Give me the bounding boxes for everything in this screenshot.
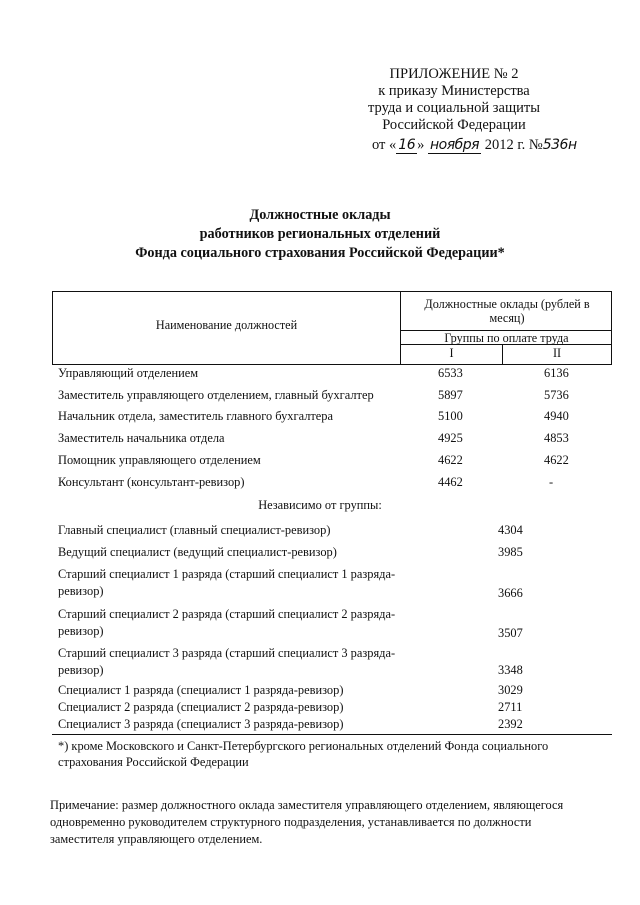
salary-group-1: 5897 xyxy=(438,388,463,402)
position-name: Специалист 1 разряда (специалист 1 разряда-ревизор) xyxy=(58,683,344,697)
footnote-line-1: *) кроме Московского и Санкт-Петербургского региональных отделений Фонда социального xyxy=(58,739,549,753)
table-row xyxy=(58,646,612,686)
note-line-1: Примечание: размер должностного оклада заместителя управляющего отделением, являющегося xyxy=(50,798,564,812)
title-line-3: Фонда социального страхования Российской Федерации* xyxy=(135,245,505,261)
salary-group-2: 4622 xyxy=(544,453,569,467)
table-row xyxy=(58,388,612,408)
position-name: Главный специалист (главный специалист-ревизор) xyxy=(58,523,331,537)
table-header-bottom xyxy=(52,364,612,365)
appendix-title: ПРИЛОЖЕНИЕ № 2 xyxy=(389,66,519,82)
salary-group-2: - xyxy=(549,475,554,489)
table-row xyxy=(58,567,612,607)
independent-of-group-label: Независимо от группы: xyxy=(258,498,382,512)
position-name: Специалист 2 разряда (специалист 2 разряда-ревизор) xyxy=(58,700,344,714)
date-mid: » xyxy=(417,137,425,153)
salary-group-1: 4462 xyxy=(438,475,463,489)
date-prefix: от « xyxy=(372,137,397,153)
table-row xyxy=(58,545,612,565)
salary-group-1: 4622 xyxy=(438,453,463,467)
salary-value: 3029 xyxy=(498,683,523,697)
position-name-line-1: Старший специалист 1 разряда (старший специалист 1 разряда- xyxy=(58,567,396,581)
position-name-line-1: Старший специалист 3 разряда (старший специалист 3 разряда- xyxy=(58,646,396,660)
order-number-handwritten: 536н xyxy=(542,137,577,153)
position-name: Управляющий отделением xyxy=(58,366,199,380)
position-name-line-1: Старший специалист 2 разряда (старший специалист 2 разряда- xyxy=(58,607,396,621)
position-name-line-2: ревизор) xyxy=(58,584,104,598)
salary-value: 2392 xyxy=(498,717,523,731)
position-name: Помощник управляющего отделением xyxy=(58,453,261,467)
title-line-2: работников региональных отделений xyxy=(199,226,441,242)
position-name: Начальник отдела, заместитель главного бухгалтера xyxy=(58,409,333,423)
position-name: Ведущий специалист (ведущий специалист-ревизор) xyxy=(58,545,337,559)
document-title xyxy=(0,206,640,263)
table-row xyxy=(58,431,612,451)
salary-value: 3348 xyxy=(498,663,523,677)
date-month-handwritten: ноября xyxy=(429,137,480,153)
salary-value: 2711 xyxy=(498,700,523,714)
position-name: Специалист 3 разряда (специалист 3 разряда-ревизор) xyxy=(58,717,344,731)
order-date-line xyxy=(372,137,577,154)
table-row xyxy=(58,366,612,386)
title-line-1: Должностные оклады xyxy=(249,207,391,223)
salary-group-2: 4853 xyxy=(544,431,569,445)
salary-value: 3507 xyxy=(498,626,523,640)
appendix-line-2: труда и социальной защиты xyxy=(368,100,540,116)
column-header-salary: Должностные оклады (рублей в месяц) xyxy=(424,297,590,325)
appendix-line-1: к приказу Министерства xyxy=(378,83,530,99)
note-line-3: заместителя управляющего отделением. xyxy=(50,832,263,846)
footnote xyxy=(58,738,618,770)
table-row xyxy=(58,409,612,429)
salary-value: 4304 xyxy=(498,523,523,537)
date-year: 2012 г. № xyxy=(484,137,543,153)
column-header-name: Наименование должностей xyxy=(155,318,298,332)
appendix-header xyxy=(354,66,554,134)
table-row xyxy=(58,607,612,647)
salary-group-2: 6136 xyxy=(544,366,569,380)
salary-group-1: 6533 xyxy=(438,366,463,380)
salary-value: 3985 xyxy=(498,545,523,559)
appendix-line-3: Российской Федерации xyxy=(382,117,526,133)
position-name: Заместитель управляющего отделением, главный бухгалтер xyxy=(58,388,374,402)
date-day-handwritten: 16 xyxy=(398,137,416,153)
salary-group-2: 5736 xyxy=(544,388,569,402)
table-right-border xyxy=(611,291,612,365)
column-header-group-1: I xyxy=(449,346,454,360)
salary-value: 3666 xyxy=(498,586,523,600)
table-bottom-border xyxy=(52,734,612,735)
table-row xyxy=(58,453,612,473)
table-top-border xyxy=(52,291,612,292)
note-line-2: одновременно руководителем структурного подразделения, устанавливается по должности xyxy=(50,815,532,829)
position-name: Заместитель начальника отдела xyxy=(58,431,225,445)
position-name-line-2: ревизор) xyxy=(58,663,104,677)
column-header-groups: Группы по оплате труда xyxy=(444,331,569,345)
salary-group-1: 4925 xyxy=(438,431,463,445)
footnote-line-2: страхования Российской Федерации xyxy=(58,755,249,769)
table-row xyxy=(58,523,612,543)
table-row xyxy=(58,475,612,495)
note xyxy=(50,797,610,848)
salary-group-1: 5100 xyxy=(438,409,463,423)
column-header-group-2: II xyxy=(552,346,562,360)
position-name: Консультант (консультант-ревизор) xyxy=(58,475,245,489)
position-name-line-2: ревизор) xyxy=(58,624,104,638)
salary-group-2: 4940 xyxy=(544,409,569,423)
